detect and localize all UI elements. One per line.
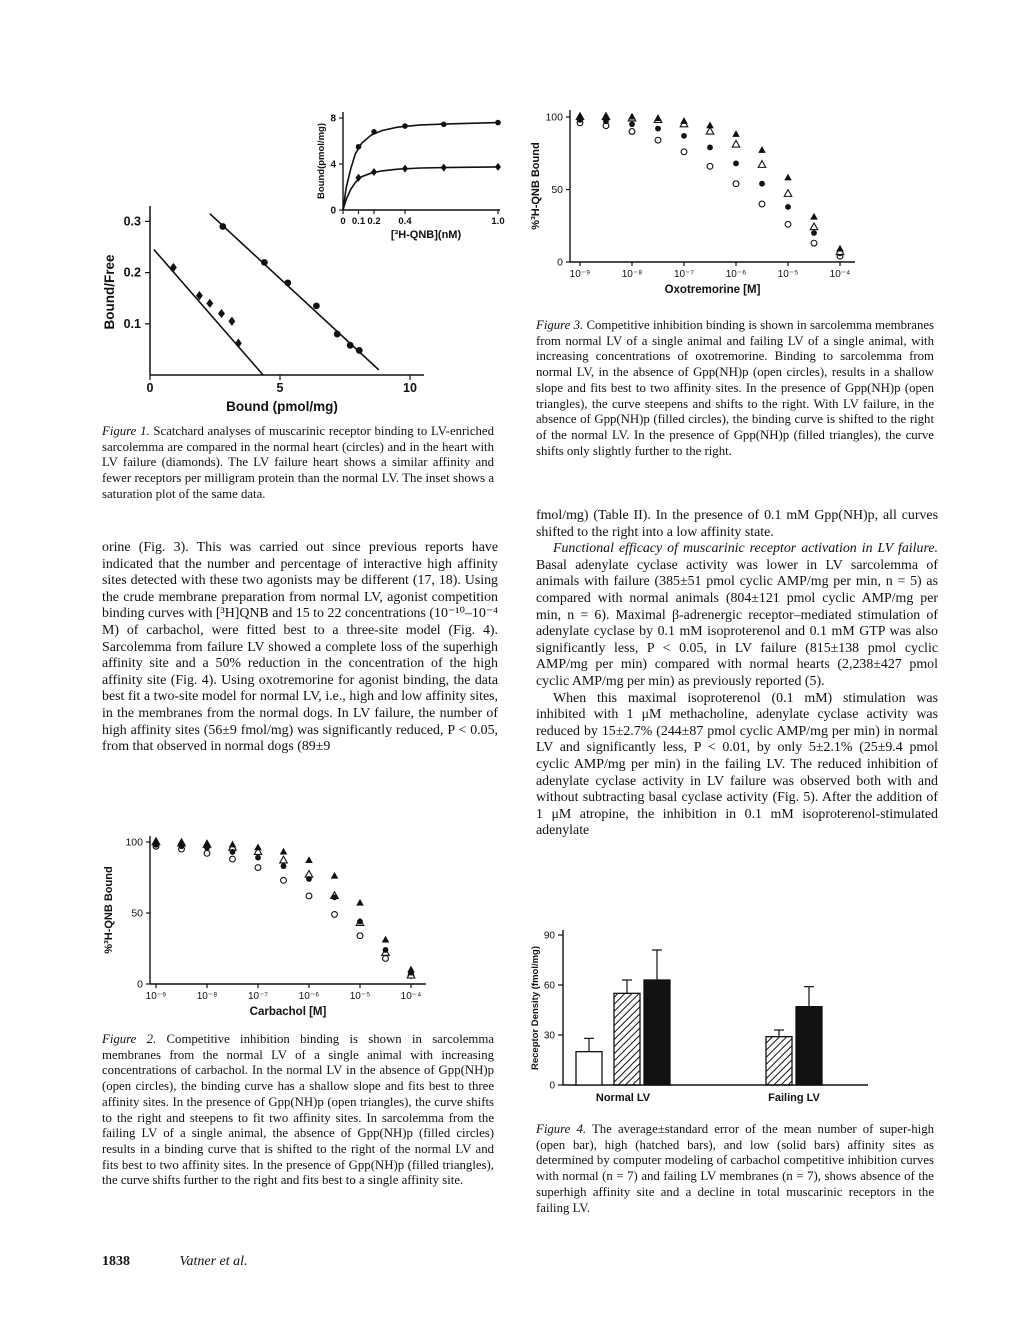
svg-text:10⁻⁹: 10⁻⁹ [145, 991, 167, 1002]
svg-text:10⁻⁴: 10⁻⁴ [400, 991, 422, 1002]
svg-text:50: 50 [551, 184, 563, 196]
figure1-caption-text: Scatchard analyses of muscarinic receptor binding to LV-enriched sarcolemma are compared in the normal heart (circles) and in the heart with LV failure (diamonds). The LV failure heart shows a similar affinity and fewer receptors per milligram protein than the normal LV. The inset shows a saturation plot of the same data. [102, 424, 494, 501]
svg-text:0: 0 [557, 256, 563, 269]
figure1-scatchard-chart [94, 88, 520, 420]
svg-text:100: 100 [125, 836, 143, 849]
svg-text:Receptor Density (fmol/mg): Receptor Density (fmol/mg) [530, 945, 541, 1071]
figure3-container [525, 92, 895, 307]
right-body-paragraph-1: fmol/mg) (Table II). In the presence of 0.1 mM Gpp(NH)p, all curves shifted to the right into a low affinity state. [536, 508, 938, 540]
left-column-body-text [102, 540, 498, 756]
svg-text:%³H-QNB Bound: %³H-QNB Bound [103, 866, 115, 954]
figure2-container [94, 822, 474, 1027]
svg-text:50: 50 [131, 907, 143, 920]
svg-text:Carbachol [M]: Carbachol [M] [249, 1006, 327, 1018]
svg-text:4: 4 [330, 159, 336, 171]
figure4-caption-label: Figure 4. [536, 1122, 587, 1136]
svg-text:Normal LV: Normal LV [595, 1092, 651, 1104]
figure3-caption-text: Competitive inhibition binding is shown in sarcolemma membranes from normal LV of a single animal and failing LV of a single animal, with increasing concentrations of oxotremorine. Binding to sarcolemma from normal LV, in the absence of Gpp(NH)p (open circles), results in a shallow slope and fits best to two affinity sites. In the presence of Gpp(NH)p (open triangles), the curve steepens and shifts to the right. With LV failure, in the absence of Gpp(NH)p (filled circles), the binding curve is shifted to the right of the normal LV. In the presence of Gpp(NH)p (filled triangles), the curve shifts only slightly further to the right. [536, 318, 935, 458]
svg-text:Failing LV: Failing LV [768, 1092, 820, 1104]
svg-text:0.3: 0.3 [123, 214, 141, 229]
figure1-caption [102, 424, 494, 503]
svg-text:10⁻⁶: 10⁻⁶ [725, 269, 747, 280]
svg-text:0: 0 [549, 1080, 555, 1092]
svg-text:0.4: 0.4 [398, 216, 412, 227]
svg-text:30: 30 [543, 1030, 555, 1042]
svg-text:10⁻⁶: 10⁻⁶ [298, 991, 320, 1002]
page-footer [102, 1254, 602, 1270]
svg-text:10⁻⁴: 10⁻⁴ [829, 269, 851, 280]
figure4-bar-chart [528, 920, 898, 1115]
figure4-caption-text: The average±standard error of the mean number of super-high (open bar), high (hatched bars), and low (solid bars) affinity sites as determined by computer modeling of carbachol competitive inhibition curves with normal (n = 7) and failing LV membranes (n = 7), shows absence of the superhigh affinity site and a decline in total muscarinic receptors in the failing LV. [536, 1122, 935, 1215]
page-number: 1838 [102, 1254, 130, 1269]
svg-text:[³H-QNB](nM): [³H-QNB](nM) [390, 229, 462, 241]
svg-text:10⁻⁵: 10⁻⁵ [349, 991, 371, 1002]
right-body-paragraph-2 [536, 541, 938, 690]
svg-text:0: 0 [137, 978, 143, 991]
svg-text:10⁻⁹: 10⁻⁹ [569, 269, 591, 280]
svg-text:10: 10 [403, 381, 417, 395]
right-column-body-text [536, 508, 938, 840]
svg-text:Bound(pmol/mg): Bound(pmol/mg) [316, 123, 327, 199]
paragraph-2-text: Basal adenylate cyclase activity was lower in LV sarcolemma of animals with failure (385±51 pmol cyclic AMP/mg per min, n = 5) as compared with normal animals (804±121 pmol cyclic AMP/mg per min, n = 6). Maximal β-adrenergic receptor–mediated stimulation of adenylate cyclase by 0.1 mM isoproterenol and 0.1 mM GTP was also significantly less, P < 0.05, in LV failure (815±138 pmol cyclic AMP/mg per min) compared with normal hearts (2,238±427 pmol cyclic AMP/mg per min) as previously reported (5). [536, 557, 938, 689]
running-authors: Vatner et al. [179, 1254, 248, 1269]
svg-text:60: 60 [543, 980, 555, 992]
svg-text:10⁻⁵: 10⁻⁵ [777, 269, 799, 280]
svg-text:0.2: 0.2 [367, 216, 381, 227]
svg-text:10⁻⁷: 10⁻⁷ [673, 269, 695, 280]
svg-text:0: 0 [330, 205, 336, 217]
figure4-container [528, 920, 898, 1115]
svg-text:0.2: 0.2 [123, 265, 141, 280]
figure2-caption [102, 1032, 494, 1189]
svg-text:90: 90 [543, 930, 555, 942]
svg-text:8: 8 [330, 113, 336, 125]
figure3-caption-label: Figure 3. [536, 318, 584, 332]
svg-text:Oxotremorine [M]: Oxotremorine [M] [664, 284, 761, 296]
svg-text:Bound (pmol/mg): Bound (pmol/mg) [226, 399, 338, 414]
svg-text:Bound/Free: Bound/Free [102, 254, 117, 330]
svg-text:0: 0 [340, 216, 346, 227]
paragraph-lead-italic: Functional efficacy of muscarinic receptor activation in LV failure. [553, 541, 938, 557]
svg-text:0.1: 0.1 [351, 216, 366, 227]
figure3-caption [536, 318, 934, 459]
figure2-caption-label: Figure 2. [102, 1032, 157, 1046]
svg-text:100: 100 [545, 111, 563, 124]
figure1-caption-label: Figure 1. [102, 424, 150, 438]
figure4-caption [536, 1122, 934, 1216]
figure2-competition-chart [94, 822, 474, 1027]
svg-text:10⁻⁷: 10⁻⁷ [247, 991, 269, 1002]
right-body-paragraph-3: When this maximal isoproterenol (0.1 mM) stimulation was inhibited with 1 μM methacholine, adenylate cyclase activity was reduced by 15±2.7% (244±87 pmol cyclic AMP/mg per min) in normal LV and significantly less, P < 0.01, by only 5±2.1% (25±9.4 pmol cyclic AMP/mg per min) in the failing LV. The reduced inhibition of adenylate cyclase activity in LV failure was observed both with and without subtracting basal cyclase activity (Fig. 5). After the addition of 1 μM atropine, the inhibition in 0.1 mM isoproterenol-stimulated adenylate [536, 690, 938, 839]
svg-text:0.1: 0.1 [123, 316, 141, 331]
figure1-container [94, 88, 520, 420]
svg-text:10⁻⁸: 10⁻⁸ [621, 269, 643, 280]
svg-text:%³H-QNB Bound: %³H-QNB Bound [530, 142, 542, 230]
figure2-caption-text: Competitive inhibition binding is shown in sarcolemma membranes from the normal LV of a single animal with increasing concentrations of carbachol. In the normal LV in the absence of Gpp(NH)p (open circles), the binding curve has a shallow slope and fits best to three affinity sites. In the presence of Gpp(NH)p (open triangles), the curve shifts to the right and steepens to fit two affinity sites. In sarcolemma from the failing LV of a single animal, the absence of Gpp(NH)p (filled circles) results in a binding curve that is shifted to the right of the normal LV and fits best to two affinity sites. In the presence of Gpp(NH)p (filled triangles), the curve shifts further to the right and fits best to a single affinity site. [102, 1032, 495, 1188]
svg-text:10⁻⁸: 10⁻⁸ [196, 991, 218, 1002]
svg-text:5: 5 [276, 381, 284, 395]
figure3-competition-chart [525, 92, 895, 307]
svg-text:0: 0 [146, 381, 154, 395]
left-body-paragraph: orine (Fig. 3). This was carried out since previous reports have indicated that the number and percentage of interactive high affinity sites detected with these two agonists may be different (17, 18). Using the crude membrane preparation from normal LV, agonist competition binding curves with [³H]QNB and 15 to 22 concentrations (10⁻¹⁰–10⁻⁴ M) of carbachol, were fitted best to a three-site model (Fig. 4). Sarcolemma from failure LV showed a complete loss of the superhigh affinity site and a 50% reduction in the concentration of the high affinity site (Fig. 4). Using oxotremorine for agonist binding, the data best fit a two-site model for normal LV, i.e., high and low affinity sites, in the membranes from the normal dogs. In LV failure, the number of high affinity sites (56±9 fmol/mg) was significantly reduced, P < 0.05, from that observed in normal dogs (89±9 [102, 540, 498, 755]
svg-text:1.0: 1.0 [491, 216, 505, 227]
